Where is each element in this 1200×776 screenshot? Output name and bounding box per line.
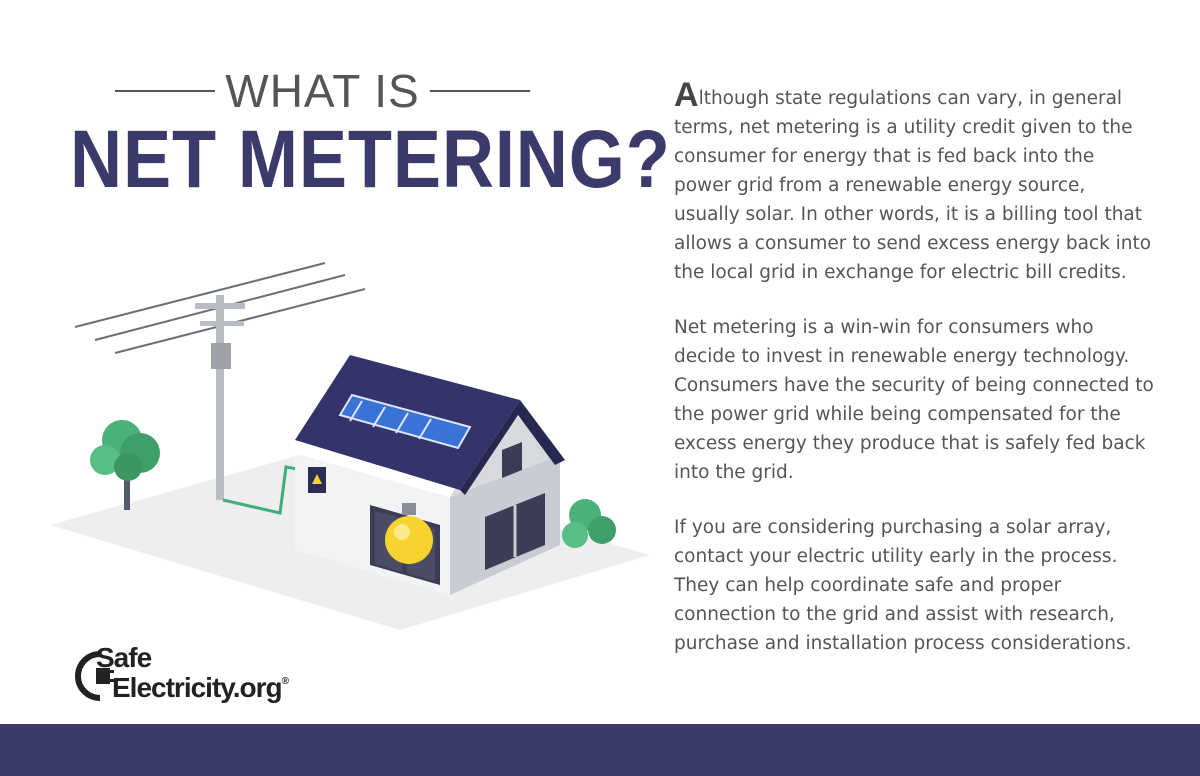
paragraph-1-text: lthough state regulations can vary, in general terms, net metering is a utility credit given to the consumer for energy that is fed back into the power grid from a renewable energy source, usually solar. In other words, it is a billing tool that allows a consumer to send excess energy back into the local grid in exchange for electric bill credits. [674, 88, 1152, 283]
footer-bar [0, 724, 1200, 776]
article-body [674, 76, 1154, 684]
title-rule-right [430, 90, 530, 92]
net-metering-illustration [40, 255, 660, 645]
logo-line-1: Safe [96, 642, 152, 673]
title-what-is: WHAT IS [225, 65, 420, 117]
logo-line-2 [112, 672, 288, 704]
utility-pole-icon [195, 295, 245, 500]
title-net-metering: NET METERING? [70, 114, 671, 205]
dropcap: A [674, 76, 699, 114]
tree-left-icon [90, 420, 160, 510]
logo-line-2-text: Electricity.org [112, 672, 282, 703]
title-rule-left [115, 90, 215, 92]
title-line-what-is [115, 66, 530, 116]
paragraph-1 [674, 76, 1154, 287]
registered-mark: ® [281, 676, 289, 687]
safe-electricity-logo [70, 642, 330, 708]
paragraph-2: Net metering is a win-win for consumers who decide to invest in renewable energy technology. Consumers have the security of being connected to the power grid while being compensated for the excess energy they produce that is safely fed back into the grid. [674, 317, 1154, 483]
paragraph-3: If you are considering purchasing a solar array, contact your electric utility early in the process. They can help coordinate safe and proper connection to the grid and assist with research, purchase and installation process considerations. [674, 517, 1132, 654]
